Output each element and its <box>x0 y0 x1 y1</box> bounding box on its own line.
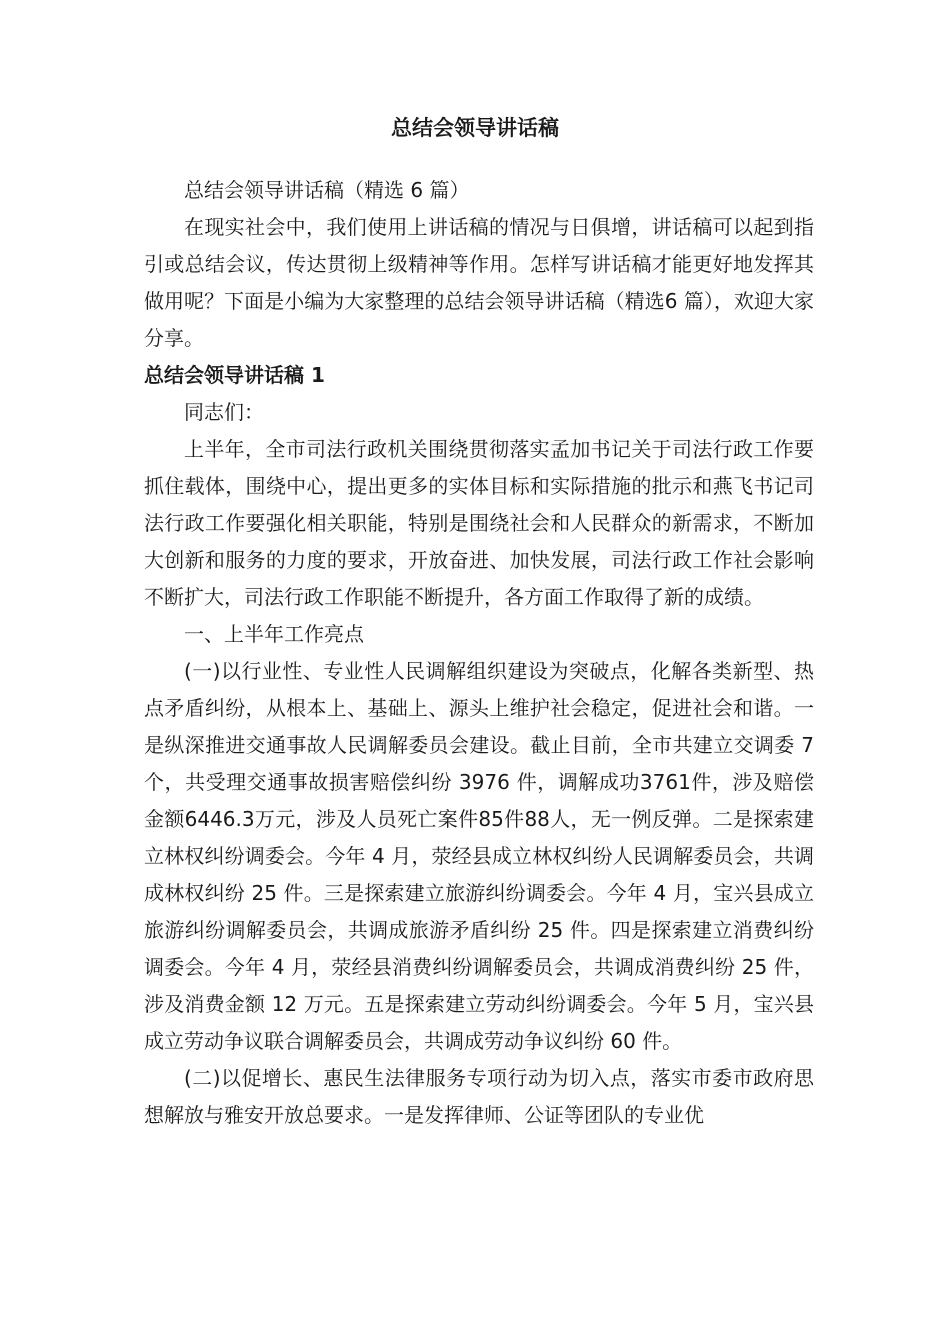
document-body <box>144 172 814 1134</box>
intro-paragraph: 在现实社会中，我们使用上讲话稿的情况与日俱增，讲话稿可以起到指引或总结会议，传达贯彻上级精神等作用。怎样写讲话稿才能更好地发挥其做用呢？下面是小编为大家整理的总结会领导讲话稿（精选6 篇），欢迎大家分享。 <box>144 215 814 350</box>
subsection-heading: 一、上半年工作亮点 <box>184 622 364 646</box>
body-paragraph-1: 上半年，全市司法行政机关围绕贯彻落实孟加书记关于司法行政工作要抓住载体，围绕中心，提出更多的实体目标和实际措施的批示和燕飞书记司法行政工作要强化相关职能，特别是围绕社会和人民群众的新需求，不断加大创新和服务的力度的要求，开放奋进、加快发展，司法行政工作社会影响不断扩大，司法行政工作职能不断提升，各方面工作取得了新的成绩。 <box>144 437 814 609</box>
section-heading: 总结会领导讲话稿 1 <box>144 363 325 387</box>
body-paragraph-2: (一)以行业性、专业性人民调解组织建设为突破点，化解各类新型、热点矛盾纠纷，从根本上、基础上、源头上维护社会稳定，促进社会和谐。一是纵深推进交通事故人民调解委员会建设。截止目前，全市共建立交调委 7 个，共受理交通事故损害赔偿纠纷 3976 件，调解成功3761件，涉及赔偿金额6446.3万元，涉及人员死亡案件85件88人，无一例反弹。二是探索建立林权纠纷调委会。今年 4 月，荥经县成立林权纠纷人民调解委员会，共调成林权纠纷 25 件。三是探索建立旅游纠纷调委会。今年 4 月，宝兴县成立旅游纠纷调解委员会，共调成旅游矛盾纠纷 25 件。四是探索建立消费纠纷调委会。今年 4 月，荥经县消费纠纷调解委员会，共调成消费纠纷 25 件，涉及消费金额 12 万元。五是探索建立劳动纠纷调委会。今年 5 月，宝兴县成立劳动争议联合调解委员会，共调成劳动争议纠纷 60 件。 <box>144 659 814 1053</box>
document-subtitle: 总结会领导讲话稿（精选 6 篇） <box>184 178 470 202</box>
document-title: 总结会领导讲话稿 <box>391 116 559 140</box>
salutation: 同志们： <box>184 400 264 424</box>
body-paragraph-3: (二)以促增长、惠民生法律服务专项行动为切入点，落实市委市政府思想解放与雅安开放总要求。一是发挥律师、公证等团队的专业优 <box>144 1066 814 1127</box>
